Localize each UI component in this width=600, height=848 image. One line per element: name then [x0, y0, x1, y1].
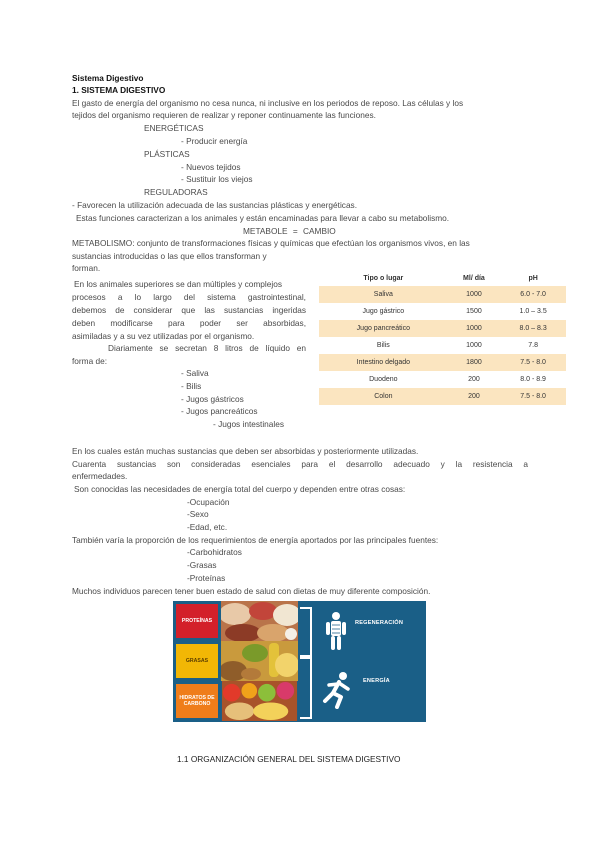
- section-title-1-1: 1.1 ORGANIZACIÓN GENERAL DEL SISTEMA DIGESTIVO: [177, 754, 401, 764]
- doc-heading: Sistema Digestivo: [72, 73, 144, 83]
- cuales-line: En los cuales están muchas sustancias que deben ser absorbidas y posteriormente utilizadas.: [72, 446, 419, 456]
- regeneration-bracket: [300, 607, 312, 657]
- table-header: pH: [500, 270, 566, 286]
- list-producir: - Producir energía: [181, 136, 248, 146]
- table-cell: Intestino delgado: [319, 354, 448, 371]
- table-cell: Saliva: [319, 286, 448, 303]
- table-cell: 8.0 - 8.9: [500, 371, 566, 388]
- fluid-jugos-pancreaticos: - Jugos pancreáticos: [181, 406, 258, 416]
- superiores-line-3: debemos de considerar que las sustancias ingeridas: [72, 305, 306, 315]
- factor-ocupacion: -Ocupación: [187, 497, 230, 507]
- carb-row: [173, 681, 298, 722]
- energy-bracket: [300, 657, 312, 719]
- table-header: Ml/ día: [448, 270, 501, 286]
- fluid-jugos-gastricos: - Jugos gástricos: [181, 394, 244, 404]
- intro-line-1: El gasto de energía del organismo no cesa nunca, ni inclusive en los periodos de reposo. Las células y los: [72, 98, 464, 108]
- table-cell: 200: [448, 388, 501, 405]
- table-cell: 7.5 - 8.0: [500, 388, 566, 405]
- metabolismo-line-1: METABOLISMO: conjunto de transformaciones físicas y químicas que efectúan los organismos vivos, en las: [72, 238, 470, 248]
- table-row: [319, 303, 566, 320]
- running-figure-icon: [321, 671, 355, 709]
- factor-edad: -Edad, etc.: [187, 522, 228, 532]
- table-cell: 1000: [448, 320, 501, 337]
- source-carbohidratos: -Carbohidratos: [187, 547, 242, 557]
- metabolismo-line-2: sustancias introducidas o las que ellos transforman y: [72, 251, 267, 261]
- list-energeticas: ENERGÉTICAS: [144, 123, 204, 133]
- list-reguladoras: REGULADORAS: [144, 187, 208, 197]
- factor-sexo: -Sexo: [187, 509, 209, 519]
- protein-food-image: [221, 601, 298, 641]
- fluid-saliva: - Saliva: [181, 368, 209, 378]
- cuarenta-line-1: Cuarenta sustancias son consideradas esenciales para el desarrollo adecuado y la resistencia a: [72, 459, 528, 469]
- table-row: [319, 388, 566, 405]
- table-row: [319, 337, 566, 354]
- table-cell: 8.0 – 8.3: [500, 320, 566, 337]
- metabolismo-line-3: forman.: [72, 263, 101, 273]
- table-cell: 1000: [448, 286, 501, 303]
- intro-line-2: tejidos del organismo requieren de realizar y reponer continuamente las funciones.: [72, 110, 376, 120]
- table-cell: 7.5 - 8.0: [500, 354, 566, 371]
- superiores-line-2: procesos a lo largo del sistema gastrointestinal,: [72, 292, 306, 302]
- energy-label: ENERGÍA: [363, 678, 390, 684]
- table-cell: Jugo pancreático: [319, 320, 448, 337]
- table-cell: 6.0 - 7.0: [500, 286, 566, 303]
- table-cell: 1500: [448, 303, 501, 320]
- diariamente-line-2: forma de:: [72, 356, 108, 366]
- table-cell: Duodeno: [319, 371, 448, 388]
- regeneration-label: REGENERACIÓN: [355, 620, 404, 626]
- list-nuevos: - Nuevos tejidos: [181, 162, 241, 172]
- fat-label: GRASAS: [176, 644, 218, 678]
- conocidas-line: Son conocidas las necesidades de energía total del cuerpo y dependen entre otras cosas:: [74, 484, 406, 494]
- cuarenta-line-2: enfermedades.: [72, 471, 128, 481]
- muchos-line: Muchos individuos parecen tener buen estado de salud con dietas de muy diferente composición.: [72, 586, 431, 596]
- superiores-line-4: deben modificarse para poder ser absorbidas,: [72, 318, 306, 328]
- table-row: [319, 354, 566, 371]
- table-cell: Jugo gástrico: [319, 303, 448, 320]
- table-header-row: [319, 270, 566, 286]
- table-cell: Bilis: [319, 337, 448, 354]
- list-plasticas: PLÁSTICAS: [144, 149, 190, 159]
- table-cell: 200: [448, 371, 501, 388]
- fat-row: [173, 641, 298, 681]
- carb-food-image: [221, 681, 298, 721]
- superiores-line-1: En los animales superiores se dan múltiples y complejos: [74, 279, 282, 289]
- fluid-bilis: - Bilis: [181, 381, 202, 391]
- fluid-jugos-intestinales: - Jugos intestinales: [213, 419, 285, 429]
- table-cell: 1.0 – 3.5: [500, 303, 566, 320]
- source-proteinas: -Proteínas: [187, 573, 226, 583]
- nutrition-banner: [173, 601, 426, 722]
- carb-label: HIDRATOS DE CARBONO: [176, 684, 218, 718]
- table-header: Tipo o lugar: [319, 270, 448, 286]
- protein-row: [173, 601, 298, 641]
- body-figure-icon: [323, 611, 349, 651]
- table-cell: 1000: [448, 337, 501, 354]
- tambien-line: También varía la proporción de los requerimientos de energía aportados por las principales fuentes:: [72, 535, 439, 545]
- table-row: [319, 320, 566, 337]
- superiores-line-5: asimiladas y a su vez utilizadas por el organismo.: [72, 331, 255, 341]
- table-cell: Colon: [319, 388, 448, 405]
- source-grasas: -Grasas: [187, 560, 217, 570]
- table-row: [319, 371, 566, 388]
- list-sustituir: - Sustituir los viejos: [181, 174, 253, 184]
- table-cell: 7.8: [500, 337, 566, 354]
- section-title-1: 1. SISTEMA DIGESTIVO: [72, 85, 166, 95]
- table-row: [319, 286, 566, 303]
- favorecen-line: - Favorecen la utilización adecuada de las sustancias plásticas y energéticas.: [72, 200, 358, 210]
- table-cell: 1800: [448, 354, 501, 371]
- metabole-line: METABOLE = CAMBIO: [243, 226, 336, 236]
- food-column: [173, 601, 298, 722]
- fat-food-image: [221, 641, 298, 681]
- protein-label: PROTEÍNAS: [176, 604, 218, 638]
- diariamente-line-1: Diariamente se secretan 8 litros de líquido en: [108, 343, 306, 353]
- estas-line: Estas funciones caracterizan a los animales y están encaminadas para llevar a cabo su metabolismo.: [76, 213, 450, 223]
- secretions-table: [319, 270, 566, 405]
